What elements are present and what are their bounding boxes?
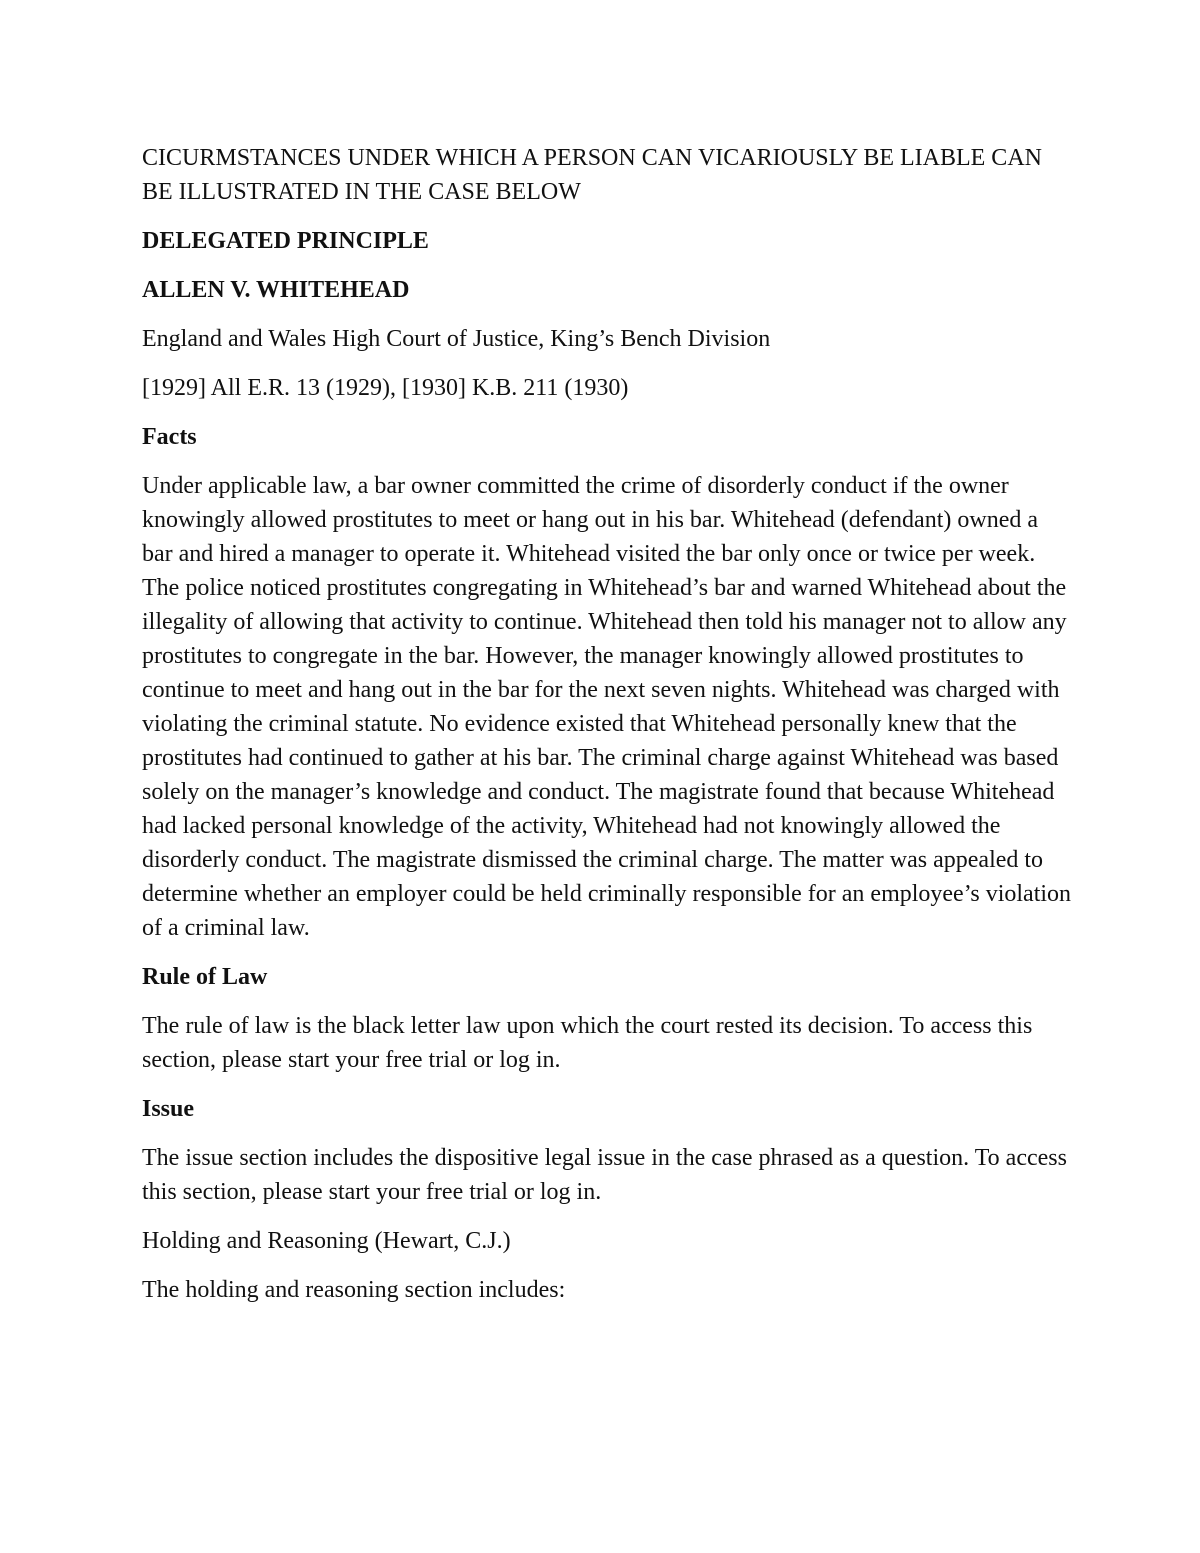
court-line: England and Wales High Court of Justice, King’s Bench Division bbox=[142, 326, 771, 352]
holding-paragraph: The holding and reasoning section includes: bbox=[142, 1277, 566, 1303]
holding-heading: Holding and Reasoning (Hewart, C.J.) bbox=[142, 1228, 511, 1254]
intro-paragraph: CICURMSTANCES UNDER WHICH A PERSON CAN VICARIOUSLY BE LIABLE CAN BE ILLUSTRATED IN THE CASE BELOW bbox=[142, 145, 1042, 205]
document-body bbox=[142, 141, 1072, 1322]
facts-heading: Facts bbox=[142, 424, 197, 450]
rule-of-law-heading: Rule of Law bbox=[142, 964, 268, 990]
issue-heading: Issue bbox=[142, 1096, 195, 1122]
case-name-heading: ALLEN V. WHITEHEAD bbox=[142, 277, 410, 303]
citation-line: [1929] All E.R. 13 (1929), [1930] K.B. 211 (1930) bbox=[142, 375, 629, 401]
facts-paragraph: Under applicable law, a bar owner committed the crime of disorderly conduct if the owner knowingly allowed prostitutes to meet or hang out in his bar. Whitehead (defendant) owned a bar and hired a manager to operate it. Whitehead visited the bar only once or twice per week. The police noticed prostitutes congregating in Whitehead’s bar and warned Whitehead about the illegality of allowing that activity to continue. Whitehead then told his manager not to allow any prostitutes to congregate in the bar. However, the manager knowingly allowed prostitutes to continue to meet and hang out in the bar for the next seven nights. Whitehead was charged with violating the criminal statute. No evidence existed that Whitehead personally knew that the prostitutes had continued to gather at his bar. The criminal charge against Whitehead was based solely on the manager’s knowledge and conduct. The magistrate found that because Whitehead had lacked personal knowledge of the activity, Whitehead had not knowingly allowed the disorderly conduct. The magistrate dismissed the criminal charge. The matter was appealed to determine whether an employer could be held criminally responsible for an employee’s violation of a criminal law. bbox=[142, 473, 1072, 941]
principle-heading: DELEGATED PRINCIPLE bbox=[142, 228, 429, 254]
issue-paragraph: The issue section includes the dispositive legal issue in the case phrased as a question. To access this section, please start your free trial or log in. bbox=[142, 1145, 1067, 1205]
rule-of-law-paragraph: The rule of law is the black letter law upon which the court rested its decision. To access this section, please start your free trial or log in. bbox=[142, 1013, 1033, 1073]
